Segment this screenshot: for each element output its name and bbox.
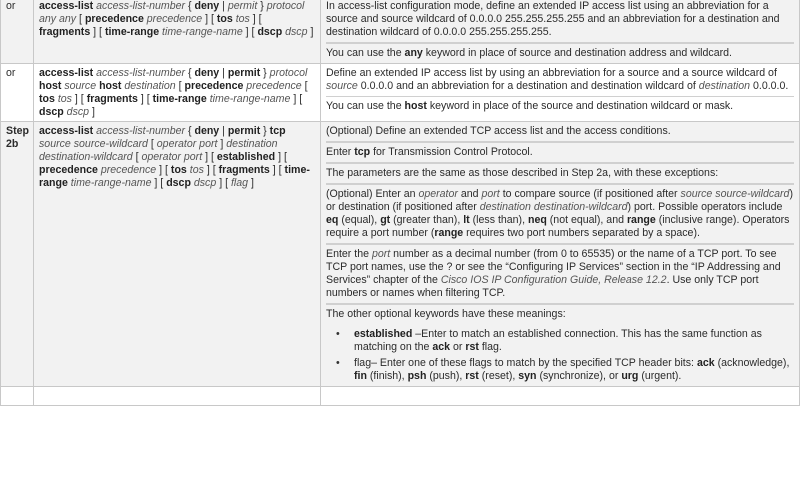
argument-text: tos: [54, 93, 72, 105]
plain-text: {: [185, 67, 195, 79]
keyword-text: any: [404, 47, 423, 59]
keyword-text: dscp: [39, 106, 64, 118]
plain-text: ] [: [151, 177, 167, 189]
table-row: [1, 387, 800, 406]
plain-text: ]: [89, 106, 95, 118]
plain-text: (Optional) Define an extended TCP access list and the access conditions.: [326, 125, 671, 137]
argument-text: flag: [230, 177, 249, 189]
keyword-text: eq: [326, 214, 339, 226]
keyword-text: permit: [227, 67, 261, 79]
keyword-text: gt: [380, 214, 391, 226]
plain-text: |: [219, 125, 228, 137]
plain-text: and: [457, 188, 482, 200]
keyword-text: access-list: [39, 125, 94, 137]
keyword-text: deny: [194, 67, 220, 79]
command-cell: [34, 122, 321, 387]
argument-text: protocol any any: [39, 0, 305, 25]
argument-text: time-range-name: [206, 93, 291, 105]
plain-text: keyword in place of the source and destination wildcard or mask.: [426, 100, 734, 112]
keyword-text: tos: [216, 13, 233, 25]
keyword-text: dscp: [257, 26, 283, 38]
plain-text: ] [: [269, 164, 285, 176]
plain-text: –Enter to match an established connection. This has the same function as matching on the: [354, 328, 762, 353]
plain-text: You can use the: [326, 100, 405, 112]
plain-text: (inclusive range). Operators require a port number (: [326, 214, 790, 239]
keyword-text: deny: [194, 125, 220, 137]
argument-text: tos: [186, 164, 204, 176]
keyword-text: access-list: [39, 67, 94, 79]
plain-text: (Optional) Enter an: [326, 188, 419, 200]
description-paragraph: [326, 43, 794, 63]
command-cell: [34, 387, 321, 406]
keyword-text: deny: [194, 0, 220, 12]
description-cell: [321, 64, 800, 122]
command-cell: [34, 64, 321, 122]
argument-text: tos: [232, 13, 250, 25]
plain-text: ]: [248, 177, 254, 189]
argument-text: destination: [698, 80, 751, 92]
step-cell: [1, 0, 34, 64]
plain-text: flag– Enter one of these flags to match by the specified TCP header bits:: [354, 357, 697, 369]
argument-text: Cisco IOS IP Configuration Guide, Release 12.2: [440, 274, 667, 286]
plain-text: ] [: [249, 13, 262, 25]
keyword-text: fragments: [86, 93, 138, 105]
keyword-text: tos: [39, 93, 55, 105]
argument-text: permit: [227, 0, 258, 12]
plain-text: Define an extended IP access list by using an abbreviation for a source and a source wildcard of: [326, 67, 777, 79]
plain-text: ] [: [202, 13, 217, 25]
argument-text: operator port: [141, 151, 203, 163]
plain-text: The other optional keywords have these meanings:: [326, 308, 566, 320]
description-cell: [321, 122, 800, 387]
plain-text: Enter: [326, 146, 355, 158]
keyword-list: [326, 328, 794, 383]
plain-text: ] [: [90, 26, 105, 38]
step-label: Step 2b: [6, 125, 29, 150]
plain-text: }: [260, 67, 270, 79]
description-paragraph: [326, 0, 794, 43]
argument-text: operator: [418, 188, 458, 200]
plain-text: for Transmission Control Protocol.: [370, 146, 533, 158]
step-cell: [1, 122, 34, 387]
plain-text: [: [147, 138, 157, 150]
plain-text: [: [132, 151, 142, 163]
keyword-text: fragments: [218, 164, 270, 176]
keyword-text: host: [404, 100, 427, 112]
keyword-text: ack: [432, 341, 451, 353]
plain-text: |: [219, 0, 228, 12]
keyword-text: precedence: [184, 80, 244, 92]
plain-text: (not equal), and: [546, 214, 627, 226]
keyword-text: permit: [227, 125, 261, 137]
argument-text: dscp: [282, 26, 308, 38]
description-paragraph: [326, 97, 794, 116]
plain-text: ] [: [242, 26, 258, 38]
keyword-text: tcp: [269, 125, 286, 137]
plain-text: (urgent).: [638, 370, 682, 382]
argument-text: access-list-number: [93, 67, 186, 79]
keyword-text: access-list: [39, 0, 94, 12]
argument-text: source source-wildcard: [680, 188, 790, 200]
plain-text: [: [301, 80, 308, 92]
argument-text: access-list-number: [93, 0, 186, 12]
keyword-text: rst: [465, 341, 479, 353]
description-paragraph: [326, 304, 794, 324]
argument-text: destination destination-wildcard: [39, 138, 278, 163]
plain-text: {: [185, 0, 195, 12]
plain-text: to compare source (if positioned after: [499, 188, 681, 200]
plain-text: or: [450, 341, 466, 353]
argument-text: source: [326, 80, 358, 92]
plain-text: ]: [217, 138, 227, 150]
keyword-text: established: [354, 328, 413, 340]
keyword-text: ack: [696, 357, 715, 369]
plain-text: 0.0.0.0 and an abbreviation for a destination and destination wildcard of: [357, 80, 699, 92]
command-cell: [34, 0, 321, 64]
description-paragraph: [326, 244, 794, 304]
plain-text: [: [76, 13, 85, 25]
argument-text: dscp: [190, 177, 217, 189]
argument-text: precedence: [97, 164, 157, 176]
keyword-text: syn: [518, 370, 537, 382]
plain-text: flag.: [478, 341, 502, 353]
plain-text: ] [: [216, 177, 231, 189]
argument-text: port: [371, 248, 391, 260]
keyword-text: range: [626, 214, 656, 226]
plain-text: [: [175, 80, 185, 92]
keyword-text: tos: [170, 164, 187, 176]
plain-text: (finish),: [366, 370, 408, 382]
plain-text: ] [: [137, 93, 153, 105]
keyword-text: urg: [621, 370, 639, 382]
argument-text: protocol: [269, 67, 308, 79]
keyword-text: precedence: [84, 13, 144, 25]
keyword-text: range: [434, 227, 464, 239]
list-item: [326, 357, 794, 383]
plain-text: (reset),: [478, 370, 519, 382]
argument-text: time-range-name: [67, 177, 152, 189]
plain-text: (greater than),: [390, 214, 464, 226]
keyword-text: time-range: [39, 164, 310, 189]
description-paragraph: [326, 64, 794, 97]
argument-text: destination destination-wildcard: [479, 201, 628, 213]
plain-text: }: [257, 0, 267, 12]
plain-text: ]: [307, 26, 314, 38]
plain-text: (push),: [426, 370, 466, 382]
keyword-text: tcp: [354, 146, 371, 158]
description-paragraph: [326, 142, 794, 163]
plain-text: You can use the: [326, 47, 405, 59]
argument-text: access-list-number: [93, 125, 186, 137]
keyword-text: established: [216, 151, 276, 163]
description-paragraph: [326, 163, 794, 184]
argument-text: source: [61, 80, 100, 92]
plain-text: (equal),: [338, 214, 381, 226]
description-paragraph: [326, 122, 794, 142]
keyword-text: rst: [465, 370, 479, 382]
step-label: or: [6, 0, 16, 12]
plain-text: 0.0.0.0.: [750, 80, 789, 92]
keyword-text: psh: [407, 370, 427, 382]
keyword-text: host: [39, 80, 62, 92]
plain-text: |: [219, 67, 228, 79]
keyword-text: neq: [527, 214, 547, 226]
plain-text: Enter the: [326, 248, 372, 260]
plain-text: }: [260, 125, 270, 137]
plain-text: {: [185, 125, 195, 137]
keyword-text: dscp: [166, 177, 191, 189]
argument-text: port: [481, 188, 500, 200]
plain-text: ] [: [203, 164, 219, 176]
table-row: [1, 0, 800, 64]
argument-text: source source-wildcard: [39, 138, 148, 150]
plain-text: ) port. Possible operators include: [627, 201, 783, 213]
keyword-text: fin: [354, 370, 367, 382]
step-cell: [1, 64, 34, 122]
description-cell: [321, 387, 800, 406]
plain-text: (acknowledge),: [714, 357, 790, 369]
keyword-text: host: [99, 80, 122, 92]
plain-text: number as a decimal number (from 0 to 65535) or the name of a TCP port. To see TCP port names, use the ? or see the “Configuring IP Services” section in the “IP Addressing and Services” chapter of the: [326, 248, 781, 286]
plain-text: ] [: [202, 151, 217, 163]
argument-text: destination: [121, 80, 176, 92]
step-cell: [1, 387, 34, 406]
list-item: [326, 328, 794, 354]
keyword-text: time-range: [152, 93, 207, 105]
argument-text: precedence: [243, 80, 302, 92]
plain-text: ] [: [275, 151, 287, 163]
keyword-text: precedence: [39, 164, 98, 176]
step-label: or: [6, 67, 16, 79]
plain-text: requires two port numbers separated by a space).: [463, 227, 700, 239]
argument-text: time-range-name: [159, 26, 243, 38]
argument-text: operator port: [156, 138, 218, 150]
plain-text: The parameters are the same as those described in Step 2a, with these exceptions:: [326, 167, 719, 179]
plain-text: ] [: [290, 93, 303, 105]
plain-text: ] [: [156, 164, 171, 176]
plain-text: In access-list configuration mode, define an extended IP access list using an abbreviation for a source and source wildcard of 0.0.0.0 255.255.255.255 and an abbreviation for a destination and destination wildcard of 0.0.0.0 255.255.255.255.: [326, 0, 780, 38]
plain-text: (less than),: [469, 214, 528, 226]
keyword-text: time-range: [104, 26, 160, 38]
plain-text: . Use only TCP port numbers or names when filtering TCP.: [326, 274, 759, 299]
description-paragraph: [326, 184, 794, 244]
plain-text: keyword in place of source and destination address and wildcard.: [422, 47, 732, 59]
argument-text: dscp: [63, 106, 90, 118]
keyword-text: lt: [463, 214, 470, 226]
description-cell: [321, 0, 800, 64]
plain-text: ) or destination (if positioned after: [326, 188, 793, 213]
keyword-text: fragments: [39, 26, 91, 38]
plain-text: ] [: [71, 93, 87, 105]
argument-text: precedence: [143, 13, 203, 25]
table-row: [1, 122, 800, 387]
plain-text: (synchronize), or: [536, 370, 622, 382]
table-row: [1, 64, 800, 122]
